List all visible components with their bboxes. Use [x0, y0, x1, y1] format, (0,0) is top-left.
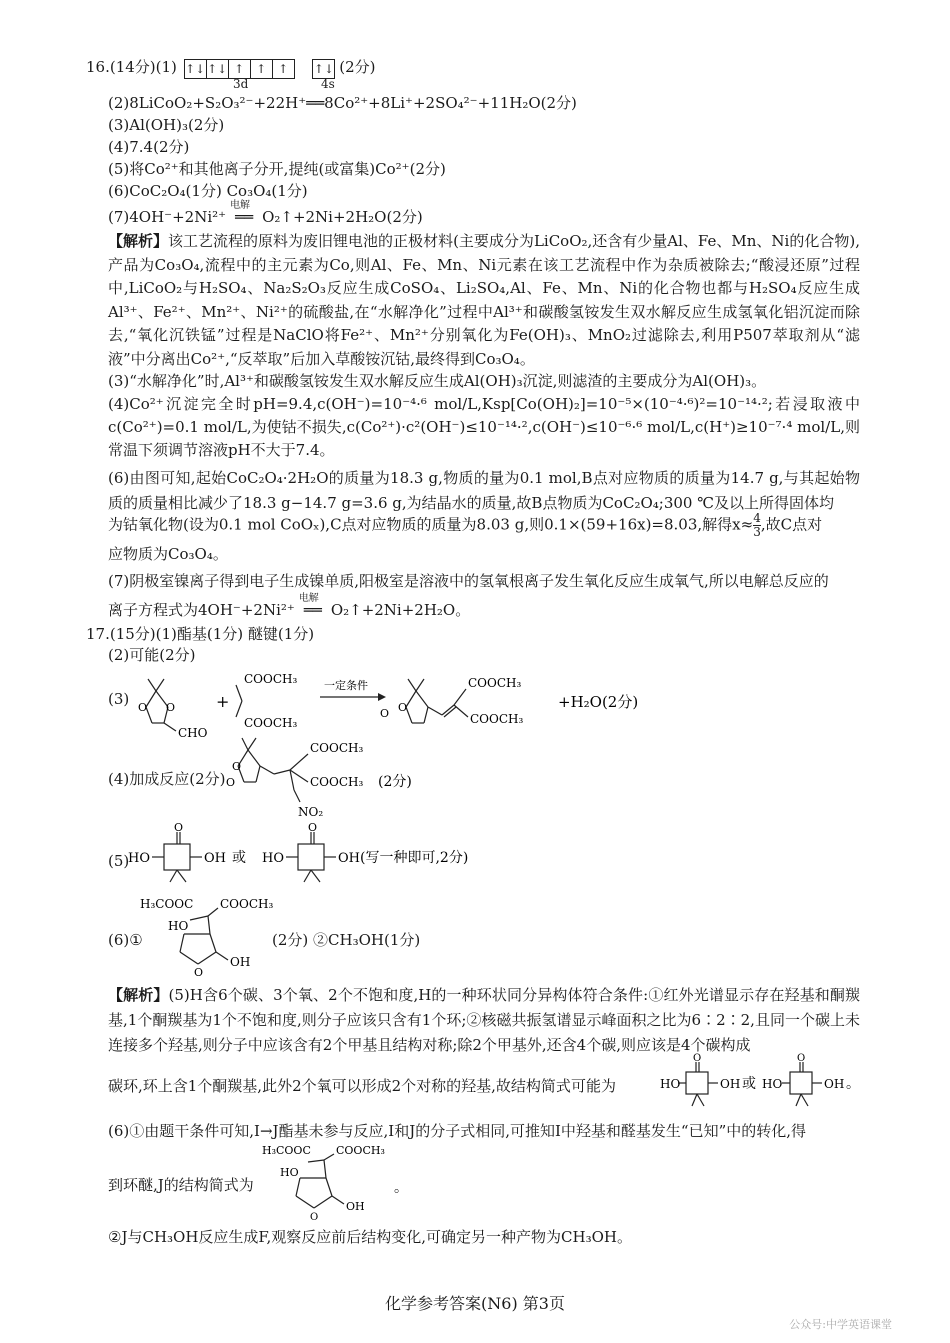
q17-jiexi-6b: 到环醚,J的结构简式为: [108, 1176, 254, 1194]
cooch3-label: COOCH₃: [470, 712, 524, 726]
jiexi-text: (5)H含6个碳、3个氧、2个不饱和度,H的一种环状同分异构体符合条件:①红外光谱显示存在羟基和酮羰基,1个酮羰基为1个不饱和度,则分子应该只含有1个环;②核磁共振氢谱显示峰面积之比为6∶2∶2,且同一个碳上未连接多个羟基,则分子中应该含有2个甲基且结构对称;除2个甲基外,还含4个碳,则应该是4个碳构成: [108, 986, 860, 1054]
a7-left: (7)4OH⁻+2Ni²⁺: [108, 208, 227, 226]
electrolysis-label: 电解: [230, 200, 251, 211]
jiexi-tag: 【解析】: [108, 986, 169, 1004]
or-text: 或: [742, 1076, 756, 1092]
cooch3-label: COOCH₃: [336, 1144, 385, 1157]
orbital-box: ↑: [228, 59, 251, 79]
q16-a3: (3)Al(OH)₃(2分): [108, 116, 225, 134]
ring-o: O: [380, 707, 390, 720]
q16-jiexi-6b: [108, 512, 822, 539]
cyclobutanone-inline: [660, 1054, 880, 1120]
orbital-4s-label: 4s: [321, 77, 335, 91]
q16-a2: (2)8LiCoO₂+S₂O₃²⁻+22H⁺══8Co²⁺+8Li⁺+2SO₄²⁻+11H₂O(2分): [108, 94, 577, 112]
jiexi-text: 该工艺流程的原料为废旧锂电池的正极材料(主要成分为LiCoO₂,还含有少量Al、Fe、Mn、Ni的化合物),产品为Co₃O₄,流程中的主元素为Co,则Al、Fe、Mn、Ni元素在该工艺流程中作为杂质被除去;“酸浸还原”过程中,LiCoO₂与H₂SO₄、Na₂S₂O₃反应生成CoSO₄、Li₂SO₄,Al、Fe、Mn、Ni的化合物也都与H₂SO₄反应生成Al³⁺、Fe²⁺、Mn²⁺、Ni²⁺的硫酸盐,在“水解净化”过程中Al³⁺和碳酸氢铵发生双水解反应生成氢氧化铝沉淀而除去,“氧化沉铁锰”过程是NaClO将Fe²⁺、Mn²⁺分别氧化为Fe(OH)₃、MnO₂过滤除去,利用P507萃取剂从“滤液”中分离出Co²⁺,“反萃取”后加入草酸铵沉钴,最终得到Co₃O₄。: [108, 232, 860, 368]
malonate: [236, 685, 242, 717]
q17-a6-label: (6)①: [108, 931, 143, 949]
cooch3-label: COOCH₃: [310, 775, 364, 789]
product-structure: [406, 679, 468, 723]
jiexi-6b-post: ,故C点对: [760, 515, 823, 534]
reaction-tail: +H₂O(2分): [558, 693, 639, 711]
ring-o: O: [310, 1212, 319, 1223]
cooch3-label: COOCH₃: [220, 897, 274, 911]
ring-o: O: [398, 701, 408, 714]
q16-a4: (4)7.4(2分): [108, 138, 190, 156]
no2-label: NO₂: [298, 805, 324, 819]
q16-jiexi-3: (3)“水解净化”时,Al³⁺和碳酸氢铵发生双水解反应生成Al(OH)₃沉淀,则滤渣的主要成分为Al(OH)₃。: [108, 372, 767, 390]
orbital-box: ↑↓: [184, 59, 207, 79]
ring-o: O: [138, 701, 148, 714]
jx7b-right: O₂↑+2Ni+2H₂O。: [330, 601, 471, 619]
ring-o: O: [226, 776, 236, 789]
ho-label: HO: [660, 1077, 681, 1091]
q16-jiexi-7b: [108, 593, 471, 621]
q17-jiexi-5a: [108, 983, 860, 1058]
jiexi-5b-text: 碳环,环上含1个酮羰基,此外2个氧可以形成2个对称的羟基,故结构简式可能为: [108, 1077, 616, 1095]
oh-label: OH: [338, 851, 360, 866]
ho-label: HO: [168, 919, 189, 933]
condition-label: 一定条件: [324, 679, 368, 692]
frac-den: 3: [753, 525, 761, 539]
oh-label: OH: [230, 955, 251, 969]
addition-product-structure: [228, 720, 428, 820]
arrow-head: [378, 693, 386, 701]
plus-sign: +: [216, 692, 230, 711]
cooch3-label: COOCH₃: [244, 672, 298, 686]
cyclobutanone-structures: [128, 822, 508, 892]
q17-a3-num: (3): [108, 690, 130, 708]
h3cooc-label: H₃COOC: [140, 897, 194, 911]
q16-line1: [86, 56, 376, 79]
q16-a7: [108, 200, 423, 228]
fraction: [753, 512, 761, 539]
q17-a4-label: (4)加成反应(2分): [108, 770, 226, 788]
orbital-3d-label: 3d: [233, 77, 249, 91]
watermark: 公众号:中学英语课堂: [789, 1318, 892, 1331]
frac-num: 4: [753, 511, 761, 525]
j-structure: [258, 1140, 438, 1222]
electrolysis-sign: 电解 ══: [226, 206, 262, 228]
oh-label: OH: [346, 1200, 365, 1213]
q17-a5-label: (5): [108, 852, 130, 870]
carbonyl-o: O: [797, 1053, 806, 1064]
orbital-score: (2分): [339, 58, 376, 76]
period: 。: [394, 1180, 408, 1196]
ho-label: HO: [262, 851, 284, 866]
jiexi-tag: 【解析】: [108, 232, 169, 250]
ring-o: O: [166, 701, 176, 714]
q17-head: 17.(15分)(1)酯基(1分) 醚键(1分): [86, 625, 315, 643]
orbital-box: ↑: [250, 59, 273, 79]
a4-score: (2分): [378, 774, 412, 790]
q17-jiexi-5b: [108, 1075, 616, 1097]
q16-a6: (6)CoC₂O₄(1分) Co₃O₄(1分): [108, 182, 308, 200]
h3cooc-label: H₃COOC: [262, 1144, 311, 1157]
q17-a2: (2)可能(2分): [108, 646, 196, 664]
ho-label: HO: [128, 851, 150, 866]
ring-o: O: [232, 760, 242, 773]
q16-head: 16.(14分)(1): [86, 58, 177, 76]
q16-jiexi-4: (4)Co²⁺沉淀完全时pH=9.4,c(OH⁻)=10⁻⁴·⁶ mol/L,Ksp[Co(OH)₂]=10⁻⁵×(10⁻⁴·⁶)²=10⁻¹⁴·²;若浸取液中c(Co²⁺)=0.1 mol/L,为使钴不损失,c(Co²⁺)·c²(OH⁻)≤10⁻¹⁴·²,c(OH⁻)≤10⁻⁶·⁶ mol/L,c(H⁺)≥10⁻⁷·⁴ mol/L,则常温下须调节溶液pH不大于7.4。: [108, 395, 860, 459]
cooch3-label: COOCH₃: [310, 741, 364, 755]
ho-label: HO: [280, 1166, 299, 1179]
q17-jiexi-6a: (6)①由题干条件可知,I→J酯基未参与反应,I和J的分子式相同,可推知I中羟基和醛基发生“已知”中的转化,得: [108, 1122, 807, 1140]
electrolysis-sign: 电解 ══: [295, 599, 331, 621]
oh-label: OH: [204, 851, 226, 866]
cooch3-label: COOCH₃: [468, 676, 522, 690]
orbital-3d: [184, 57, 294, 79]
period: 。: [846, 1076, 860, 1092]
jx7b-left: 离子方程式为4OH⁻+2Ni²⁺: [108, 601, 295, 619]
q16-jiexi-6a: (6)由图可知,起始CoC₂O₄·2H₂O的质量为18.3 g,物质的量为0.1 mol,B点对应物质的质量为14.7 g,与其起始物质的质量相比减少了18.3 g−14.7 g=3.6 g,为结晶水的质量,故B点物质为CoC₂O₄;300 ℃及以上所得固体均: [108, 469, 860, 512]
carbonyl-o: O: [174, 821, 184, 834]
orbital-box: ↑↓: [206, 59, 229, 79]
q16-jiexi-7a: (7)阴极室镍离子得到电子生成镍单质,阳极室是溶液中的氢氧根离子发生氧化反应生成氧气,所以电解总反应的: [108, 572, 829, 590]
ho-label: HO: [762, 1077, 783, 1091]
q17-jiexi-6c: ②J与CH₃OH反应生成F,观察反应前后结构变化,可确定另一种产物为CH₃OH。: [108, 1228, 632, 1246]
orbital-4s: [312, 57, 334, 79]
cooch3-label: COOCH₃: [244, 716, 298, 730]
or-text: 或: [232, 850, 246, 866]
ring-o: O: [194, 966, 204, 979]
oh-label: OH: [720, 1077, 741, 1091]
orbital-box: ↑: [272, 59, 295, 79]
q17-a6-score: (2分) ②CH₃OH(1分): [272, 931, 421, 949]
page-footer: 化学参考答案(N6) 第3页: [385, 1294, 565, 1313]
electrolysis-label: 电解: [298, 593, 319, 604]
carbonyl-o: O: [693, 1053, 702, 1064]
oh-label: OH: [824, 1077, 845, 1091]
cho-label: CHO: [178, 726, 208, 740]
a7-right: O₂↑+2Ni+2H₂O(2分): [262, 208, 423, 226]
q16-jiexi-6c: 应物质为Co₃O₄。: [108, 545, 228, 563]
a5-tail: (写一种即可,2分): [360, 850, 469, 866]
q16-a5: (5)将Co²⁺和其他离子分开,提纯(或富集)Co²⁺(2分): [108, 160, 446, 178]
orbital-box: ↑↓: [312, 59, 335, 79]
carbonyl-o: O: [308, 821, 318, 834]
jiexi-6b-pre: 为钴氧化物(设为0.1 mol CoOₓ),C点对应物质的质量为8.03 g,则0.1×(59+16x)=8.03,解得x≈: [108, 515, 754, 534]
q16-jiexi-1: [108, 230, 860, 371]
